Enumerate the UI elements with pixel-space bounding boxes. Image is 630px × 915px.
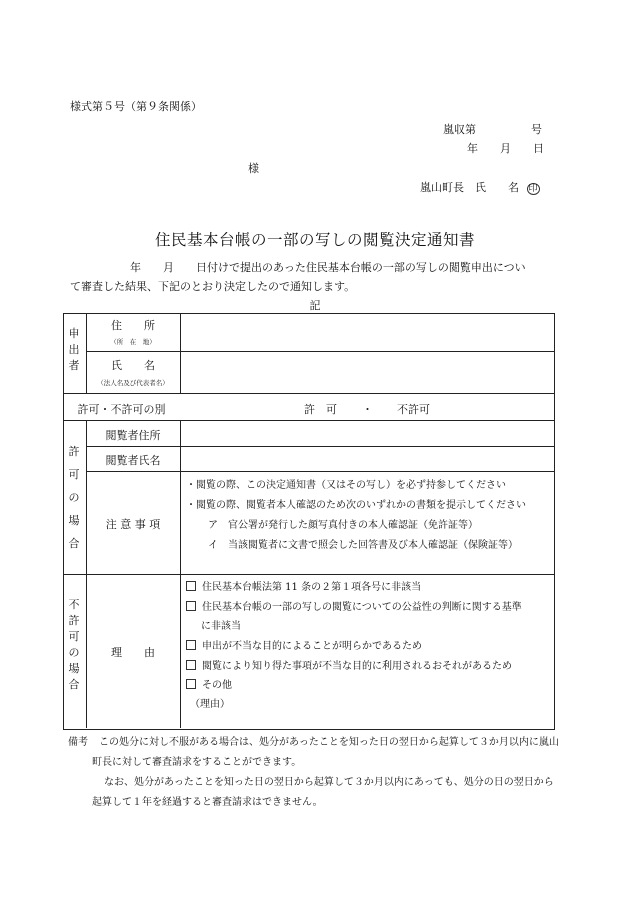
deny-option: 不許可 — [397, 403, 430, 416]
name-label: 氏 名 — [111, 359, 155, 372]
note-item: ・閲覧の際、この決定通知書（又はその写し）を必ず持参してください — [186, 480, 506, 491]
permit-option: 許 可 — [304, 403, 337, 416]
issue-date: 年 月 日 — [467, 142, 544, 155]
permit-group-label: 許 可 の 場 合 — [68, 445, 80, 550]
reason-option — [186, 598, 522, 613]
note-item: ・閲覧の際、閲覧者本人確認のため次のいずれかの書類を提示してください — [186, 500, 526, 511]
issuer-text: 嵐山町長 氏 名 — [420, 181, 519, 194]
checkbox[interactable] — [186, 581, 196, 591]
col-divider — [180, 420, 181, 728]
intro-line-2: て審査した結果、下記のとおり決定したので通知します。 — [70, 280, 356, 293]
decision-label: 許可・不許可の別 — [77, 403, 166, 416]
ki-label: 記 — [309, 299, 321, 312]
note-item: イ 当該閲覧者に文書で照会した回答書及び本人確認証（保険証等） — [208, 540, 518, 551]
reason-text: 申出が不当な目的によることが明らかであるため — [202, 641, 422, 652]
seal-mark: 印 — [528, 184, 538, 194]
row-divider — [86, 351, 554, 352]
intro-line-1: 年 月 日付けで提出のあった住民基本台帳の一部の写しの閲覧申出につい — [130, 261, 526, 274]
reason-text: 住民基本台帳法第 11 条の２第１項各号に非該当 — [202, 582, 422, 593]
form-number: 様式第５号（第９条関係） — [70, 100, 202, 113]
row-divider — [86, 446, 554, 447]
note-item: ア 官公署が発行した顔写真付きの本人確認証（免許証等） — [208, 520, 478, 531]
remarks-line-4: 起算して１年を経過すると審査請求はできません。 — [92, 797, 323, 808]
checkbox[interactable] — [186, 640, 196, 650]
reason-option — [186, 637, 422, 652]
document-title: 住民基本台帳の一部の写しの閲覧決定通知書 — [154, 231, 475, 249]
viewer-address-label: 閲覧者住所 — [105, 429, 161, 442]
viewer-name-label: 閲覧者氏名 — [105, 454, 161, 467]
checkbox[interactable] — [186, 601, 196, 611]
name-sub-label: （法人名及び代表者名） — [97, 379, 169, 387]
remarks-line-3: なお、処分があったことを知った日の翌日から起算して３か月以内にあっても、処分の日の翌日から — [104, 777, 554, 788]
reason-label: 理 由 — [111, 646, 155, 659]
address-sub-label: （所 在 地） — [110, 338, 156, 346]
reason-text: 閲覧により知り得た事項が不当な目的に利用されるおそれがあるため — [202, 661, 512, 672]
row-divider — [63, 393, 554, 394]
notes-label: 注 意 事 項 — [105, 518, 161, 531]
applicant-group-label: 申 出 者 — [68, 327, 80, 372]
reason-option — [186, 578, 421, 593]
option-separator: ・ — [362, 403, 373, 416]
checkbox[interactable] — [186, 660, 196, 670]
recipient-suffix: 様 — [248, 162, 259, 175]
checkbox[interactable] — [186, 679, 196, 689]
reason-text: 住民基本台帳の一部の写しの閲覧についての公益性の判断に関する基準 — [202, 602, 522, 613]
reason-option — [186, 676, 232, 691]
deny-group-label: 不 許 可 の 場 合 — [68, 598, 80, 691]
remarks-line-1: この処分に対し不服がある場合は、処分があったことを知った日の翌日から起算して３か月以内に嵐山 — [99, 737, 559, 748]
row-divider — [86, 471, 554, 472]
reason-continuation: に非該当 — [201, 621, 241, 632]
row-divider — [63, 420, 554, 421]
reason-text: その他 — [202, 680, 232, 691]
remarks-label: 備考 — [68, 737, 88, 748]
other-reason-label: （理由） — [190, 699, 230, 710]
receipt-number: 嵐収第 号 — [443, 123, 542, 136]
row-divider — [63, 574, 554, 575]
remarks-line-2: 町長に対して審査請求をすることができます。 — [92, 757, 302, 768]
issuer-name — [420, 179, 540, 195]
address-label: 住 所 — [111, 319, 155, 332]
col-divider — [180, 313, 181, 393]
reason-option — [186, 657, 512, 672]
